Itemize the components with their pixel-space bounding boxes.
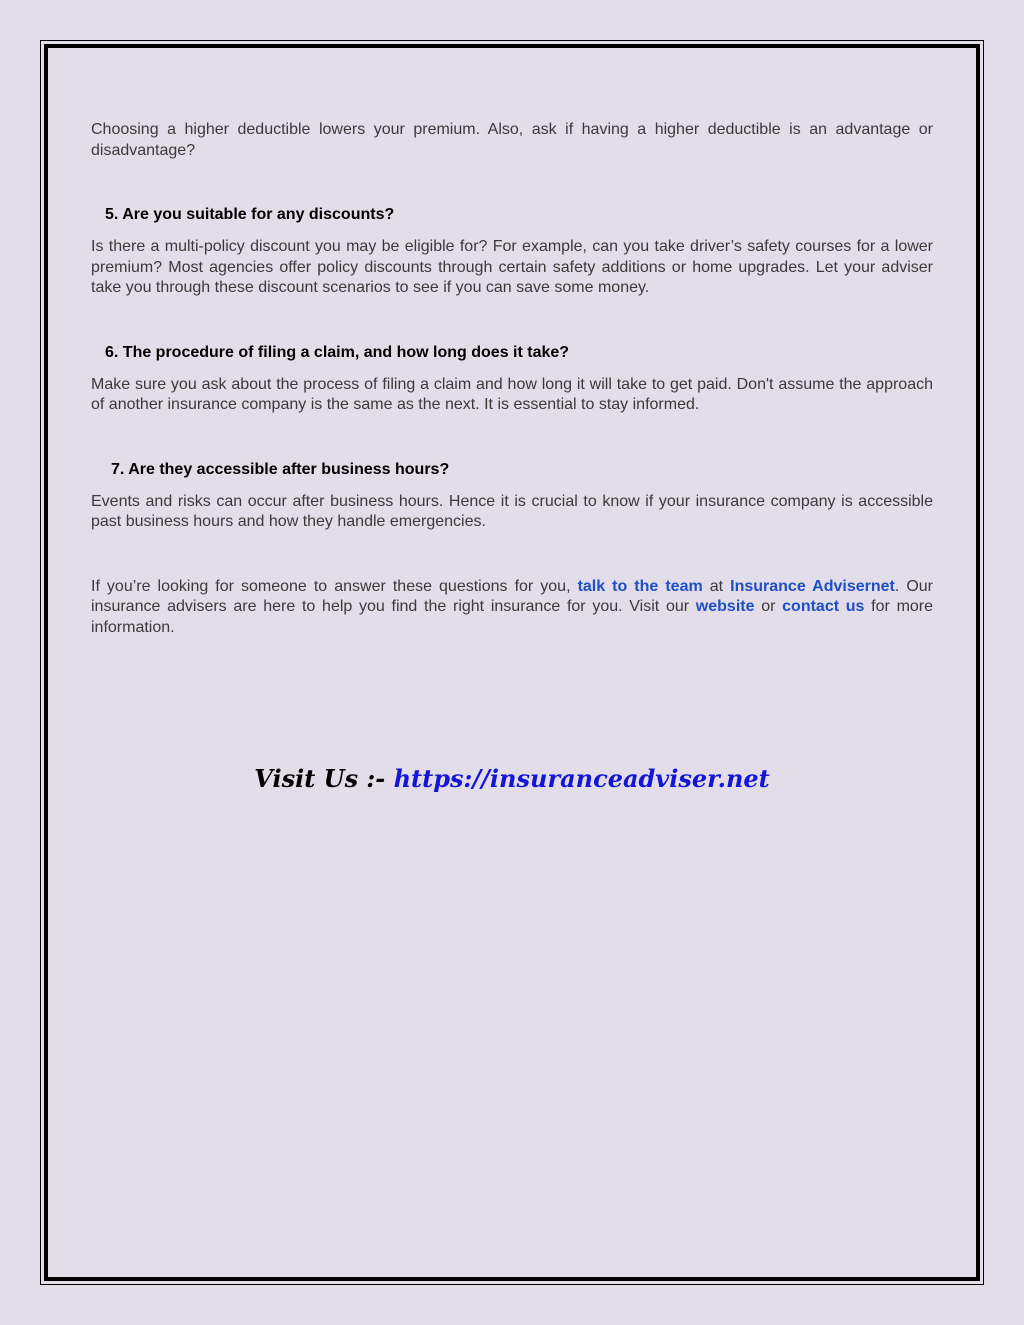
visit-us-url-link[interactable]: https://insuranceadviser.net (393, 764, 770, 793)
talk-to-team-link[interactable]: talk to the team (577, 577, 703, 595)
question-5-heading: 5. Are you suitable for any discounts? (105, 206, 395, 223)
document-body (91, 120, 933, 638)
closing-text-3: . Our insurance advisers are here to help you find the right insurance for you. Visit our (91, 577, 934, 615)
closing-text-2: at (702, 577, 731, 595)
closing-text-1: If you’re looking for someone to answer these questions for you, (91, 577, 578, 595)
question-6-body: Make sure you ask about the process of filing a claim and how long it will take to get paid. Don't assume the approach of another insurance company is the same as the next. It is essential to stay informed. (91, 375, 933, 413)
closing-paragraph (91, 577, 933, 639)
website-link[interactable]: website (695, 598, 755, 615)
visit-us-line (0, 764, 1024, 793)
closing-text-5: for more information. (91, 598, 934, 636)
insurance-advisernet-link[interactable]: Insurance Advisernet (730, 577, 895, 595)
question-5-body: Is there a multi-policy discount you may be eligible for? For example, can you take driver’s safety courses for a lower premium? Most agencies offer policy discounts through certain safety additions or home upgrades. Let your adviser take you through these discount scenarios to see if you can save some money. (91, 238, 933, 296)
contact-us-link[interactable]: contact us (782, 598, 865, 615)
question-6-heading: 6. The procedure of filing a claim, and how long does it take? (105, 343, 570, 361)
visit-us-label: Visit Us :- (254, 764, 394, 793)
closing-text-4: or (754, 598, 783, 615)
question-7-heading: 7. Are they accessible after business hours? (111, 460, 450, 478)
intro-paragraph: Choosing a higher deductible lowers your premium. Also, ask if having a higher deductible is an advantage or disadvantage? (91, 121, 933, 159)
question-7-body: Events and risks can occur after business hours. Hence it is crucial to know if your insurance company is accessible past business hours and how they handle emergencies. (91, 492, 933, 530)
